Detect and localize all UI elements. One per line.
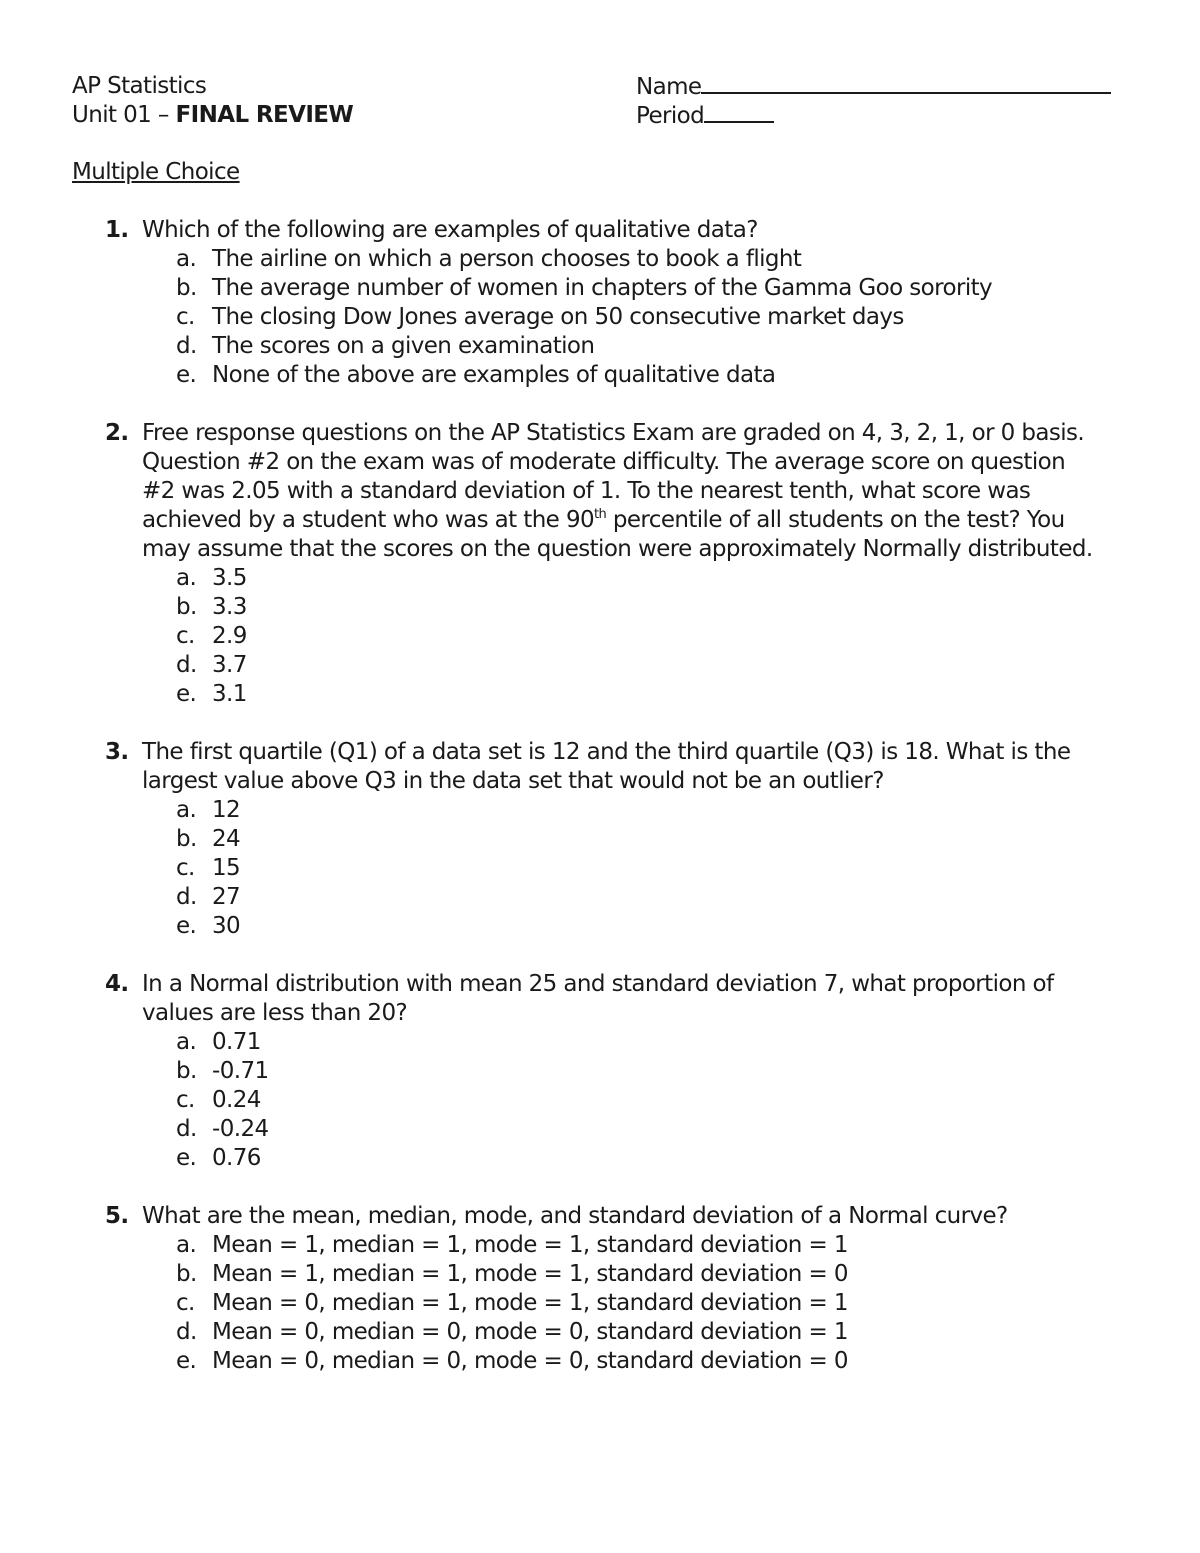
answer-options [72, 1231, 1132, 1376]
course-title: AP Statistics [72, 73, 207, 99]
option-text: 12 [212, 797, 241, 823]
question-number: 2. [105, 420, 129, 446]
name-label: Name [636, 74, 702, 100]
name-field[interactable] [636, 72, 1111, 102]
question-number: 1. [105, 217, 129, 243]
section-title: Multiple Choice [72, 159, 240, 185]
option-text: 0.76 [212, 1145, 261, 1171]
option-d[interactable] [72, 1115, 1132, 1144]
option-text: 24 [212, 826, 241, 852]
option-a[interactable] [72, 564, 1132, 593]
question-text-line: largest value above Q3 in the data set that would not be an outlier? [142, 768, 884, 794]
question-text: Which of the following are examples of qualitative data? [142, 217, 758, 243]
option-label: e. [176, 681, 197, 707]
question-text-line: In a Normal distribution with mean 25 and standard deviation 7, what proportion of [142, 971, 1054, 997]
option-e[interactable] [72, 1144, 1132, 1173]
option-label: d. [176, 333, 197, 359]
option-e[interactable] [72, 1347, 1132, 1376]
ordinal-suffix: th [594, 507, 607, 522]
option-d[interactable] [72, 1318, 1132, 1347]
option-b[interactable] [72, 274, 1132, 303]
question-text [142, 970, 1132, 1028]
option-text: 0.24 [212, 1087, 261, 1113]
option-text: 30 [212, 913, 241, 939]
option-d[interactable] [72, 332, 1132, 361]
option-b[interactable] [72, 825, 1132, 854]
option-text: 15 [212, 855, 241, 881]
line-part: achieved by a student who was at the 90 [142, 507, 595, 533]
question-3 [72, 738, 1132, 941]
question-number: 5. [105, 1203, 129, 1229]
unit-title [72, 101, 353, 130]
option-a[interactable] [72, 1028, 1132, 1057]
option-text: 0.71 [212, 1029, 261, 1055]
question-text [142, 419, 1132, 564]
answer-options [72, 245, 1132, 390]
line-part: percentile of all students on the test? You [606, 507, 1065, 533]
period-field[interactable] [636, 101, 774, 131]
option-label: b. [176, 1261, 197, 1287]
option-text: 3.1 [212, 681, 247, 707]
option-label: d. [176, 1319, 197, 1345]
option-text: The closing Dow Jones average on 50 consecutive market days [212, 304, 904, 330]
name-blank[interactable] [701, 72, 1111, 94]
question-1 [72, 216, 1132, 390]
option-label: d. [176, 884, 197, 910]
option-a[interactable] [72, 1231, 1132, 1260]
option-text: Mean = 0, median = 0, mode = 0, standard deviation = 1 [212, 1319, 848, 1345]
option-text: 27 [212, 884, 241, 910]
option-text: Mean = 0, median = 0, mode = 0, standard deviation = 0 [212, 1348, 848, 1374]
option-label: a. [176, 1029, 197, 1055]
option-label: b. [176, 275, 197, 301]
option-label: e. [176, 1145, 197, 1171]
unit-title-bold: FINAL REVIEW [175, 102, 354, 128]
period-blank[interactable] [704, 101, 774, 123]
option-label: b. [176, 1058, 197, 1084]
option-e[interactable] [72, 361, 1132, 390]
option-text: -0.71 [212, 1058, 269, 1084]
option-text: 3.7 [212, 652, 247, 678]
option-c[interactable] [72, 1289, 1132, 1318]
option-d[interactable] [72, 883, 1132, 912]
question-list [72, 216, 1132, 1405]
option-e[interactable] [72, 912, 1132, 941]
option-c[interactable] [72, 303, 1132, 332]
question-number: 4. [105, 971, 129, 997]
option-c[interactable] [72, 854, 1132, 883]
worksheet-header [72, 72, 1122, 132]
question-text-line [142, 506, 1132, 535]
option-text: -0.24 [212, 1116, 269, 1142]
question-text-line: Free response questions on the AP Statistics Exam are graded on 4, 3, 2, 1, or 0 basis. [142, 420, 1085, 446]
option-text: 3.5 [212, 565, 247, 591]
option-text: The airline on which a person chooses to book a flight [212, 246, 802, 272]
option-label: c. [176, 623, 195, 649]
option-label: a. [176, 565, 197, 591]
option-text: The scores on a given examination [212, 333, 595, 359]
option-label: e. [176, 913, 197, 939]
option-label: c. [176, 1290, 195, 1316]
answer-options [72, 1028, 1132, 1173]
question-number: 3. [105, 739, 129, 765]
option-text: Mean = 0, median = 1, mode = 1, standard deviation = 1 [212, 1290, 848, 1316]
option-label: c. [176, 304, 195, 330]
option-text: 2.9 [212, 623, 247, 649]
option-label: a. [176, 246, 197, 272]
question-text: What are the mean, median, mode, and standard deviation of a Normal curve? [142, 1203, 1008, 1229]
option-c[interactable] [72, 622, 1132, 651]
option-b[interactable] [72, 593, 1132, 622]
question-text [142, 738, 1132, 796]
option-e[interactable] [72, 680, 1132, 709]
question-text-line: may assume that the scores on the question were approximately Normally distributed. [142, 536, 1093, 562]
option-label: d. [176, 1116, 197, 1142]
option-label: c. [176, 855, 195, 881]
option-label: b. [176, 594, 197, 620]
option-a[interactable] [72, 796, 1132, 825]
option-label: e. [176, 362, 197, 388]
question-text-line: The first quartile (Q1) of a data set is 12 and the third quartile (Q3) is 18. What is the [142, 739, 1071, 765]
question-text-line: values are less than 20? [142, 1000, 408, 1026]
option-d[interactable] [72, 651, 1132, 680]
option-label: e. [176, 1348, 197, 1374]
option-c[interactable] [72, 1086, 1132, 1115]
question-text-line: Question #2 on the exam was of moderate difficulty. The average score on question [142, 449, 1066, 475]
period-label: Period [636, 103, 705, 129]
question-5 [72, 1202, 1132, 1376]
option-label: d. [176, 652, 197, 678]
question-2 [72, 419, 1132, 709]
option-text: The average number of women in chapters of the Gamma Goo sorority [212, 275, 993, 301]
answer-options [72, 564, 1132, 709]
option-a[interactable] [72, 245, 1132, 274]
unit-prefix: Unit 01 – [72, 102, 176, 128]
option-b[interactable] [72, 1057, 1132, 1086]
option-b[interactable] [72, 1260, 1132, 1289]
option-label: a. [176, 1232, 197, 1258]
option-text: Mean = 1, median = 1, mode = 1, standard deviation = 0 [212, 1261, 848, 1287]
option-label: a. [176, 797, 197, 823]
question-4 [72, 970, 1132, 1173]
option-label: b. [176, 826, 197, 852]
option-text: Mean = 1, median = 1, mode = 1, standard deviation = 1 [212, 1232, 848, 1258]
option-text: 3.3 [212, 594, 247, 620]
option-text: None of the above are examples of qualitative data [212, 362, 776, 388]
question-text-line: #2 was 2.05 with a standard deviation of 1. To the nearest tenth, what score was [142, 478, 1031, 504]
option-label: c. [176, 1087, 195, 1113]
answer-options [72, 796, 1132, 941]
